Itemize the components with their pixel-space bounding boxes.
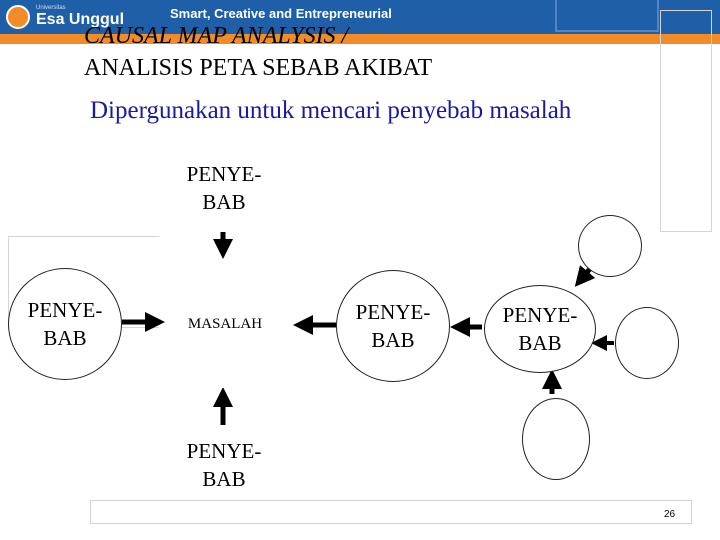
header-tagline: Smart, Creative and Entrepreneurial [170,6,392,21]
logo-name: Esa Unggul [36,11,125,28]
node-top-cause-label: PENYE- BAB [186,162,262,214]
node-bottom-cause-label: PENYE- BAB [186,439,262,491]
node-left-cause-label: PENYE- BAB [27,298,103,350]
node-problem-label: MASALAH [187,316,263,332]
node-right-cause [484,285,596,373]
node-mid-cause [336,270,450,382]
title-line-1: CAUSAL MAP ANALYSIS / [84,23,349,49]
node-empty-far-right [615,307,679,379]
slide-subtitle: Dipergunakan untuk mencari penyebab masalah [90,97,572,124]
page-number: 26 [664,509,676,520]
node-mid-cause-label: PENYE- BAB [355,300,431,352]
logo-subtext: Universitas [36,5,66,11]
node-top-cause [170,156,278,220]
node-empty-bottom-right [522,398,590,480]
node-left-cause [8,268,122,380]
node-bottom-cause [170,430,278,500]
node-empty-top-right [578,215,642,277]
node-problem [165,260,285,388]
title-line-2: ANALISIS PETA SEBAB AKIBAT [84,55,433,81]
node-right-cause-label: PENYE- BAB [502,303,578,355]
